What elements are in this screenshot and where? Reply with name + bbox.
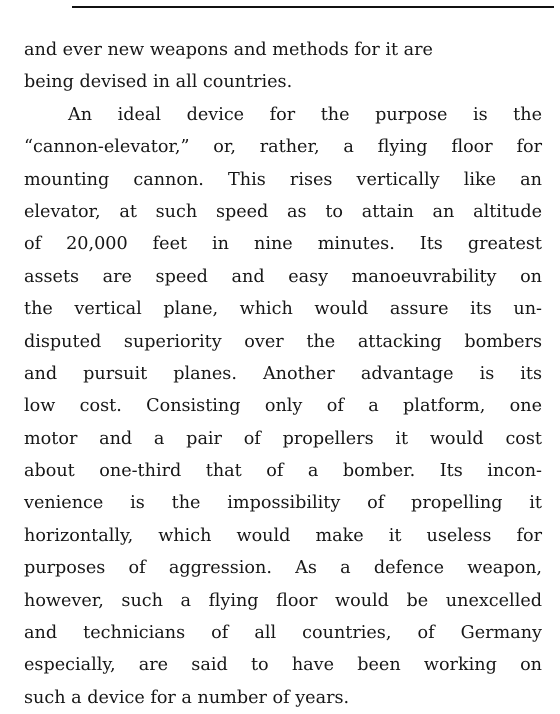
article-line: venience is the impossibility of propelling it (24, 493, 542, 514)
article-line: disputed superiority over the attacking bombers (24, 331, 542, 352)
article-line: “cannon-elevator,” or, rather, a flying floor for (24, 137, 542, 158)
article-line: about one-third that of a bomber. Its incon- (24, 461, 542, 482)
article-line: An ideal device for the purpose is the (68, 104, 542, 125)
article-line: being devised in all countries. (24, 72, 293, 93)
article-line: such a device for a number of years. (24, 687, 350, 708)
article-column (24, 34, 542, 714)
article-line: horizontally, which would make it useless for (24, 525, 542, 546)
article-line: low cost. Consisting only of a platform, one (24, 396, 542, 417)
article-line: the vertical plane, which would assure its un- (24, 299, 542, 320)
column-top-rule (72, 6, 554, 8)
article-line: and technicians of all countries, of Germany (24, 623, 542, 644)
article-line: especially, are said to have been working on (24, 655, 542, 676)
article-line: and pursuit planes. Another advantage is its (24, 363, 542, 384)
article-line: elevator, at such speed as to attain an altitude (24, 201, 542, 222)
article-line: motor and a pair of propellers it would cost (24, 428, 542, 449)
article-line: and ever new weapons and methods for it are (24, 40, 433, 60)
article-line: assets are speed and easy manoeuvrability on (24, 266, 542, 287)
article-line: of 20,000 feet in nine minutes. Its greatest (24, 234, 542, 255)
article-line: mounting cannon. This rises vertically like an (24, 169, 542, 190)
article-line: however, such a flying floor would be unexcelled (24, 590, 542, 611)
article-line: purposes of aggression. As a defence weapon, (24, 558, 542, 579)
